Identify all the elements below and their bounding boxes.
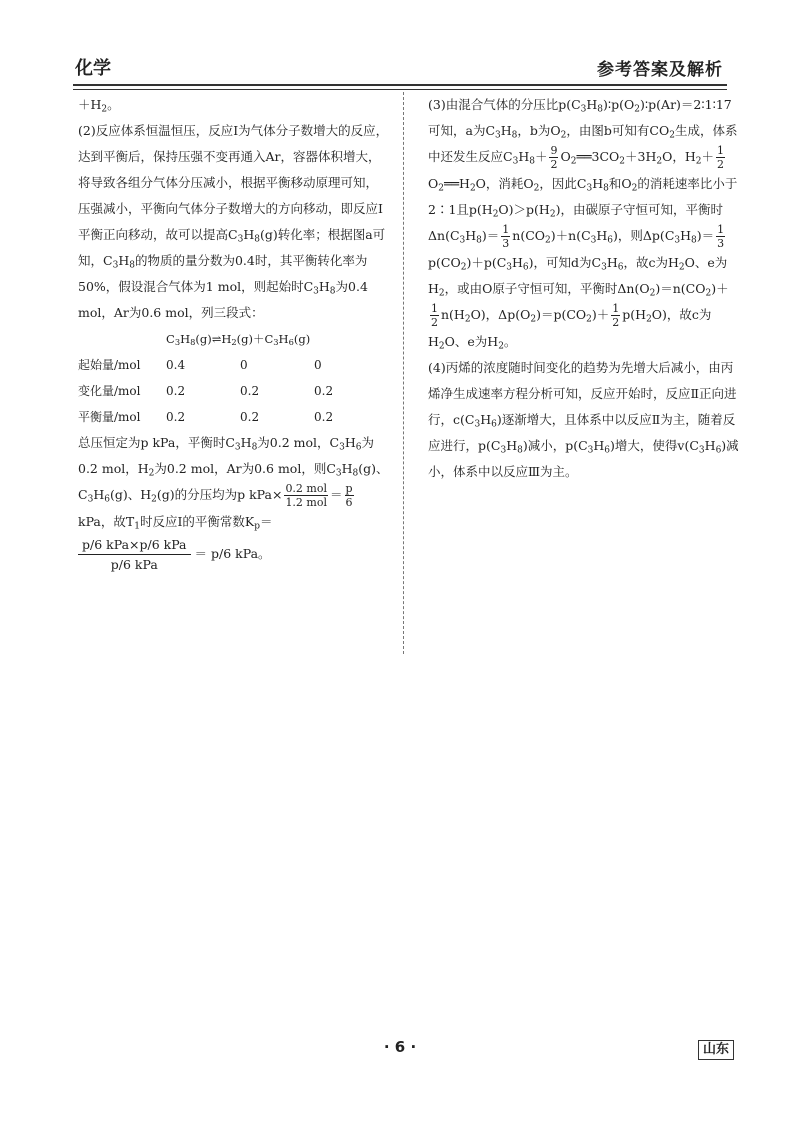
paragraph-3-answer: (3)由混合气体的分压比$p(C_3H_8)∶p(O_2)∶p(Ar)=2∶1∶17$可知，a为$C_3H_8$，b为$O_2$，由图b可知有$CO_2$生成，体系中还发生反应$C_3H_8+$ $\frac{9}{2}$ $O_2══3CO_2+3H_2O$，$H_2+$ $\frac{1}{2}$ $O_2══H_2O$，消耗$O_2$，因此$C_3H_8$和$O_2$的消耗速率比小于2∶1且$p(H_2O)>p(H_2)$，由碳原子守恒可知，平衡时$\Delta n(C_3H_8)=$ $\frac{1}{3}$ $n(CO_2)+n(C_3H_6)$，则$\Delta p(C_3H_8)=$ $\frac{1}{3}$ $p(CO_2)+p(C_3H_6)$，可知d为$C_3H_6$，故c为$H_2O$、e为$H_2$，或由O原子守恒可知，平衡时$\Delta n(O_2)=n(CO_2)+$ $\frac{1}{2}$ $n(H_2O)$，$\Delta p(O_2)=p(CO_2)+$ $\frac{1}{2}$ $p(H_2O)$，故c为$H_2O$、e为$H_2$。 [428,97,738,352]
fraction: $\frac{1}{2}$ [431,302,438,329]
section-title: 参考答案及解析 [597,60,723,80]
line-h2: $+H_2$。 [78,97,120,115]
header-rule-thick [73,84,727,86]
fraction: $\frac{1}{2}$ [612,302,620,329]
kp-fraction: p/6 kPa×p/6 kPa p/6 kPa [78,535,191,574]
column-divider [403,92,404,654]
fraction: $\frac{p}{6}$ [345,482,353,509]
region-badge: 山东 [698,1040,734,1060]
fraction: $\frac{\text{0.2 mol}}{\text{1.2 mol}}$ [285,482,327,509]
page-header [73,50,727,82]
three-stage-table [78,352,388,430]
header-rule-thin [73,89,727,90]
table-row: 变化量/mol 0.2 0.2 0.2 [78,384,334,398]
left-column [78,92,390,574]
paragraph-4-answer: (4)丙烯的浓度随时间变化的趋势为先增大后减小，由丙烯净生成速率方程分析可知，反应开始时，反应Ⅱ正向进行，$c(C_3H_6)$逐渐增大，且体系中以反应Ⅱ为主，随着反应进行，$p(C_3H_8)$减小，$p(C_3H_6)$增大，使得$v(C_3H_6)$减小，体系中以反应Ⅲ为主。 [428,360,739,479]
fraction: $\frac{1}{3}$ [717,223,725,250]
kp-expression: p/6 kPa×p/6 kPa p/6 kPa ＝ p/6 kPa。 [78,535,390,574]
fraction: $\frac{9}{2}$ [550,144,558,171]
fraction: $\frac{1}{3}$ [502,223,510,250]
table-row: 起始量/mol 0.4 0 0 [78,358,322,372]
reaction-equation: $C_3H_8(g)\rightleftharpoons H_2(g)+C_3H_6(g)$ [166,332,311,348]
subject-label: 化学 [75,58,111,79]
fraction: $\frac{1}{2}$ [717,144,725,171]
paragraph-3: 总压恒定为p kPa，平衡时$C_3H_8$为0.2 mol，$C_3H_6$为0.2 mol，$H_2$为0.2 mol，Ar为0.6 mol，则$C_3H_8(g)$、$C_3H_6(g)$、$H_2(g)$的分压均为p kPa× $\frac{\text{0.2 mol}}{\text{1.2 mol}}$ ＝ $\frac{p}{6}$ kPa，故$T_1$时反应Ⅰ的平衡常数$K_p=$ [78,435,389,532]
paragraph-2: (2)反应体系恒温恒压，反应Ⅰ为气体分子数增大的反应，达到平衡后，保持压强不变再通入Ar，容器体积增大，将导致各组分气体分压减小，根据平衡移动原理可知，压强减小，平衡向气体分子数增大的方向移动，即反应Ⅰ平衡正向移动，故可以提高$C_3H_8(g)$转化率；根据图a可知，$C_3H_8$的物质的量分数为0.4时，其平衡转化率为50%，假设混合气体为1 mol，则起始时$C_3H_8$为0.4 mol，Ar为0.6 mol，列三段式： [78,123,389,320]
right-column [428,92,740,485]
table-row: 平衡量/mol 0.2 0.2 0.2 [78,410,334,424]
page-number: · 6 · [383,1038,417,1056]
